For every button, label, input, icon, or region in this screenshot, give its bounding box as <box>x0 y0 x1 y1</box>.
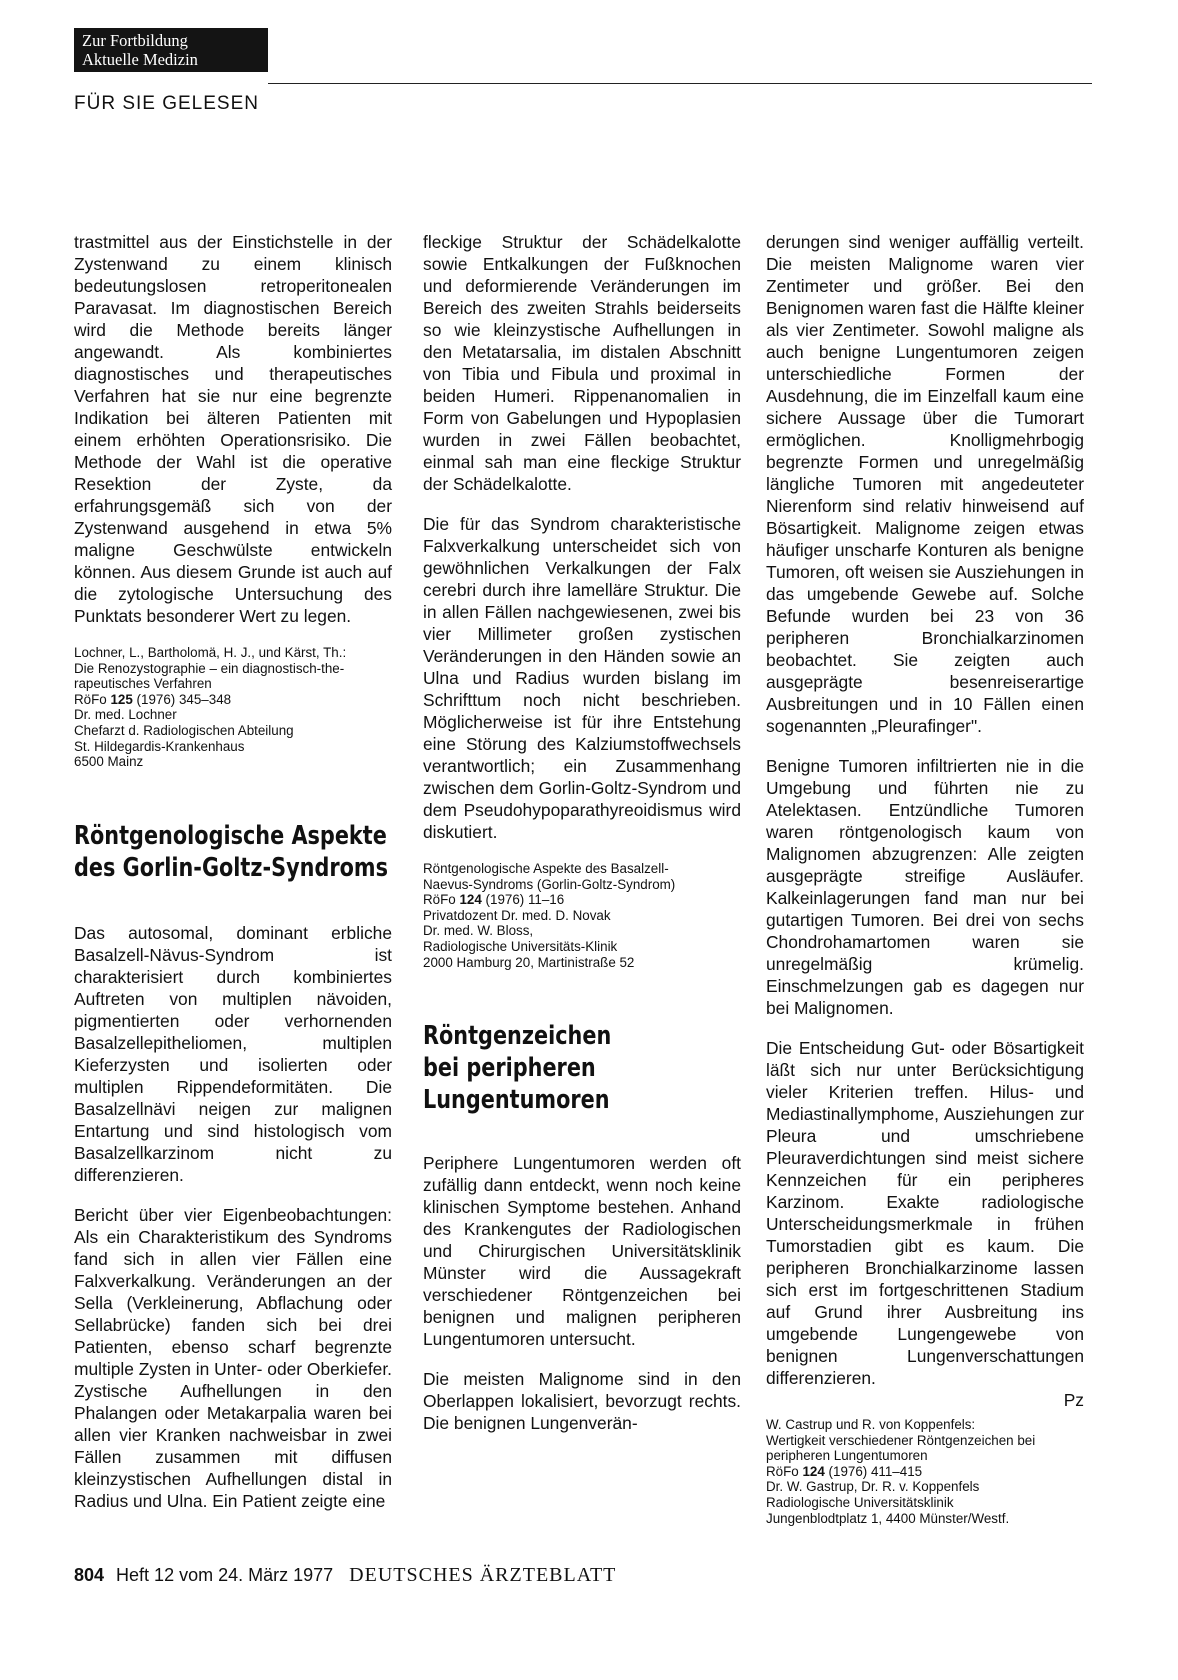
article-heading-gorlin-goltz <box>74 820 388 884</box>
ref-line <box>423 892 741 908</box>
header-rule <box>268 83 1092 84</box>
ref-line: peripheren Lungentumoren <box>766 1448 928 1464</box>
ref-line: Privatdozent Dr. med. D. Novak <box>423 907 611 923</box>
column-3 <box>766 231 1084 1576</box>
col3-paragraph-2: Benigne Tumoren infiltrierten nie in die Umgebung und führten nie zu Atelektasen. Entzündliche Tumoren waren röntgenologisch kaum von Malignomen abzugrenzen: Alle zeigten ausgeprägte streifige Ausläufer. Kalkeinlagerungen fand man nur bei gutartigen Tumoren. Bei drei von sechs Chondrohamartomen waren sie unregelmäßig krümelig. Einschmelzungen gab es dagegen nur bei Malignomen. <box>766 756 1084 1018</box>
column-2 <box>423 231 741 1452</box>
ref-line: 6500 Mainz <box>74 754 144 770</box>
col3-paragraph-1: derungen sind weniger auffällig verteilt. Die meisten Malignome waren vier Zentimeter und größer. Bei den Benignomen waren fast die Hälfte kleiner als vier Zentimeter. Sowohl maligne als auch benigne Lungentumoren zeigen unterschiedliche Formen der Ausdehnung, die im Einzelfall kaum eine sichere Aussage über die Tumorart ermöglichen. Knolligmehrbogig begrenzte Formen und unregelmäßig längliche Tumoren mit angedeuteter Nierenform sind relativ hinweisend auf Bösartigkeit. Malignome zeigen etwas häufiger unscharfe Konturen als benigne Tumoren, oft weisen sie Ausziehungen in das umgebende Gewebe auf. Solche Befunde wurden bei 23 von 36 peripheren Bronchialkarzinomen beobachtet. Sie zeigten auch ausgeprägte besenreiserartige Ausbreitungen und in 10 Fällen einen sogenannten „Pleurafinger". <box>766 232 1084 736</box>
section-badge <box>74 28 268 72</box>
badge-line-2: Aktuelle Medizin <box>82 50 198 69</box>
col1-paragraph-3: Bericht über vier Eigenbeobachtungen: Als ein Charakteristikum des Syndroms fand sich in allen vier Fällen eine Falxverkalkung. Veränderungen an der Sella (Verkleinerung, Abflachung oder Sellabrücke) fanden sich bei drei Patienten, ebenso scharf begrenzte multiple Zysten in Unter- oder Oberkiefer. Zystische Aufhellungen in den Phalangen oder Metakarpalia waren bei allen vier Kranken nachweisbar in zwei Fällen zusammen mit diffusen kleinzystischen Aufhellungen distal in Radius und Ulna. Ein Patient zeigte eine <box>74 1204 392 1511</box>
ref-volume: 124 <box>459 892 482 908</box>
ref-line: Jungenblodtplatz 1, 4400 Münster/Westf. <box>766 1510 1010 1526</box>
badge-line-1: Zur Fortbildung <box>82 31 188 50</box>
heading-line: bei peripheren <box>423 1053 596 1084</box>
col3-paragraph-3 <box>766 1037 1084 1411</box>
ref-year-pages: (1976) 411–415 <box>824 1463 923 1479</box>
ref-line: W. Castrup und R. von Koppenfels: <box>766 1417 976 1432</box>
page-footer <box>74 1564 616 1587</box>
ref-journal: RöFo <box>423 892 460 908</box>
col2-reference <box>423 861 741 970</box>
col2-paragraph-4: Die meisten Malignome sind in den Oberlappen lokalisiert, bevorzugt rechts. Die benignen Lungenverän- <box>423 1369 741 1434</box>
col2-paragraph-3: Periphere Lungentumoren werden oft zufällig dann entdeckt, wenn noch keine klinischen Symptome bestehen. Anhand des Krankengutes der Radiologischen und Chirurgischen Universitätsklinik Münster wird die Aussagekraft verschiedener Röntgenzeichen bei benignen und malignen peripheren Lungentumoren untersucht. <box>423 1153 741 1350</box>
col3-paragraph-3-text: Die Entscheidung Gut- oder Bösartigkeit läßt sich nur unter Berücksichtigung vieler Kriterien treffen. Hilus- und Mediastinallymphome, Ausziehungen zur Pleura und umschriebene Pleuraverdichtungen sind meist sichere Kennzeichen für ein peripheres Karzinom. Exakte radiologische Unterscheidungsmerkmale in frühen Tumorstadien gibt es kaum. Die peripheren Bronchialkarzinome lassen sich erst im fortgeschrittenen Stadium auf Grund ihrer Ausbreitung ins umgebende Lungengewebe von benignen Lungenverschattungen differenzieren. <box>766 1038 1084 1388</box>
col1-paragraph-2: Das autosomal, dominant erbliche Basalzell-Nävus-Syndrom ist charakterisiert durch kombiniertes Auftreten von multiplen nävoiden, pigmentierten oder verhornenden Basalzellepitheliomen, multiplen Kieferzysten und isolierten oder multiplen Rippendeformitäten. Die Basalzellnävi neigen zur malignen Entartung und sind histologisch vom Basalzellkarzinom nicht zu differenzieren. <box>74 922 392 1185</box>
ref-volume: 125 <box>110 691 133 707</box>
column-1 <box>74 231 392 1530</box>
journal-name: DEUTSCHES ÄRZTEBLATT <box>349 1564 617 1586</box>
heading-line: des Gorlin-Goltz-Syndroms <box>74 852 388 883</box>
ref-line: Chefarzt d. Radiologischen Abteilung <box>74 722 294 738</box>
heading-line: Röntgenzeichen <box>423 1021 612 1052</box>
author-signature: Pz <box>1063 1390 1084 1410</box>
ref-year-pages: (1976) 11–16 <box>481 892 565 908</box>
ref-volume: 124 <box>802 1463 825 1479</box>
ref-line: Dr. med. Lochner <box>74 707 177 723</box>
issue-info: Heft 12 vom 24. März 1977 <box>116 1565 334 1585</box>
page-number: 804 <box>74 1565 105 1585</box>
article-heading-lungentumoren <box>423 1020 677 1116</box>
ref-line: rapeutisches Verfahren <box>74 676 212 692</box>
ref-journal: RöFo <box>74 691 111 707</box>
ref-line: Radiologische Universitätsklinik <box>766 1494 954 1510</box>
heading-line: Röntgenologische Aspekte <box>74 820 387 851</box>
col2-paragraph-2: Die für das Syndrom charakteristische Falxverkalkung unterscheidet sich von gewöhnlichen Verkalkungen der Falx cerebri durch ihre lamelläre Struktur. Die in allen Fällen nachgewiesenen, zwei bis vier Millimeter großen zystischen Veränderungen in den Händen sowie an Ulna und Radius wurden bislang im Schrifttum noch nicht beschrieben. Möglicherweise ist für ihre Entstehung eine Störung des Kalziumstoffwechsels verantwortlich; ein Zusammenhang zwischen dem Gorlin-Goltz-Syndrom und dem Pseudohypoparathyreoidismus wird diskutiert. <box>423 514 741 842</box>
ref-line <box>766 1464 1084 1480</box>
ref-line: St. Hildegardis-Krankenhaus <box>74 738 245 754</box>
ref-line: Dr. med. W. Bloss, <box>423 923 534 939</box>
col3-reference <box>766 1417 1084 1526</box>
col1-reference <box>74 645 392 770</box>
ref-line: Naevus-Syndroms (Gorlin-Goltz-Syndrom) <box>423 876 676 892</box>
col2-paragraph-1: fleckige Struktur der Schädelkalotte sowie Entkalkungen der Fußknochen und deformierende Veränderungen im Bereich des zweiten Strahls beiderseits so wie kleinzystische Aufhellungen in den Metatarsalia, im distalen Abschnitt von Tibia und Fibula und proximal in beiden Humeri. Rippenanomalien in Form von Gabelungen und Hypoplasien wurden in zwei Fällen beobachtet, einmal sah man eine fleckige Struktur der Schädelkalotte. <box>423 232 741 494</box>
section-label: FÜR SIE GELESEN <box>74 93 259 114</box>
ref-line <box>74 692 392 708</box>
col1-paragraph-1: trastmittel aus der Einstichstelle in der Zystenwand zu einem klinisch bedeutungslosen retroperitonealen Paravasat. Im diagnostischen Bereich wird die Methode bereits länger angewandt. Als kombiniertes diagnostisches und therapeutisches Verfahren hat sie nur eine begrenzte Indikation bei älteren Patienten mit einem erhöhten Operationsrisiko. Die Methode der Wahl ist die operative Resektion der Zyste, da erfahrungsgemäß sich von der Zystenwand ausgehend in etwa 5% maligne Geschwülste entwickeln können. Aus diesem Grunde ist auch auf die zytologische Untersuchung des Punktats besonderer Wert zu legen. <box>74 232 392 626</box>
ref-journal: RöFo <box>766 1463 803 1479</box>
ref-line: Die Renozystographie – ein diagnostisch-the- <box>74 660 345 676</box>
ref-line: 2000 Hamburg 20, Martinistraße 52 <box>423 954 635 970</box>
ref-year-pages: (1976) 345–348 <box>132 691 232 707</box>
author-signature-row <box>766 1389 1084 1411</box>
ref-line: Wertigkeit verschiedener Röntgenzeichen bei <box>766 1432 1036 1448</box>
ref-line: Röntgenologische Aspekte des Basalzell- <box>423 861 669 876</box>
ref-line: Dr. W. Gastrup, Dr. R. v. Koppenfels <box>766 1479 980 1495</box>
heading-line: Lungentumoren <box>423 1085 610 1116</box>
ref-line: Radiologische Universitäts-Klinik <box>423 938 618 954</box>
ref-line: Lochner, L., Bartholomä, H. J., und Kärst, Th.: <box>74 645 347 660</box>
